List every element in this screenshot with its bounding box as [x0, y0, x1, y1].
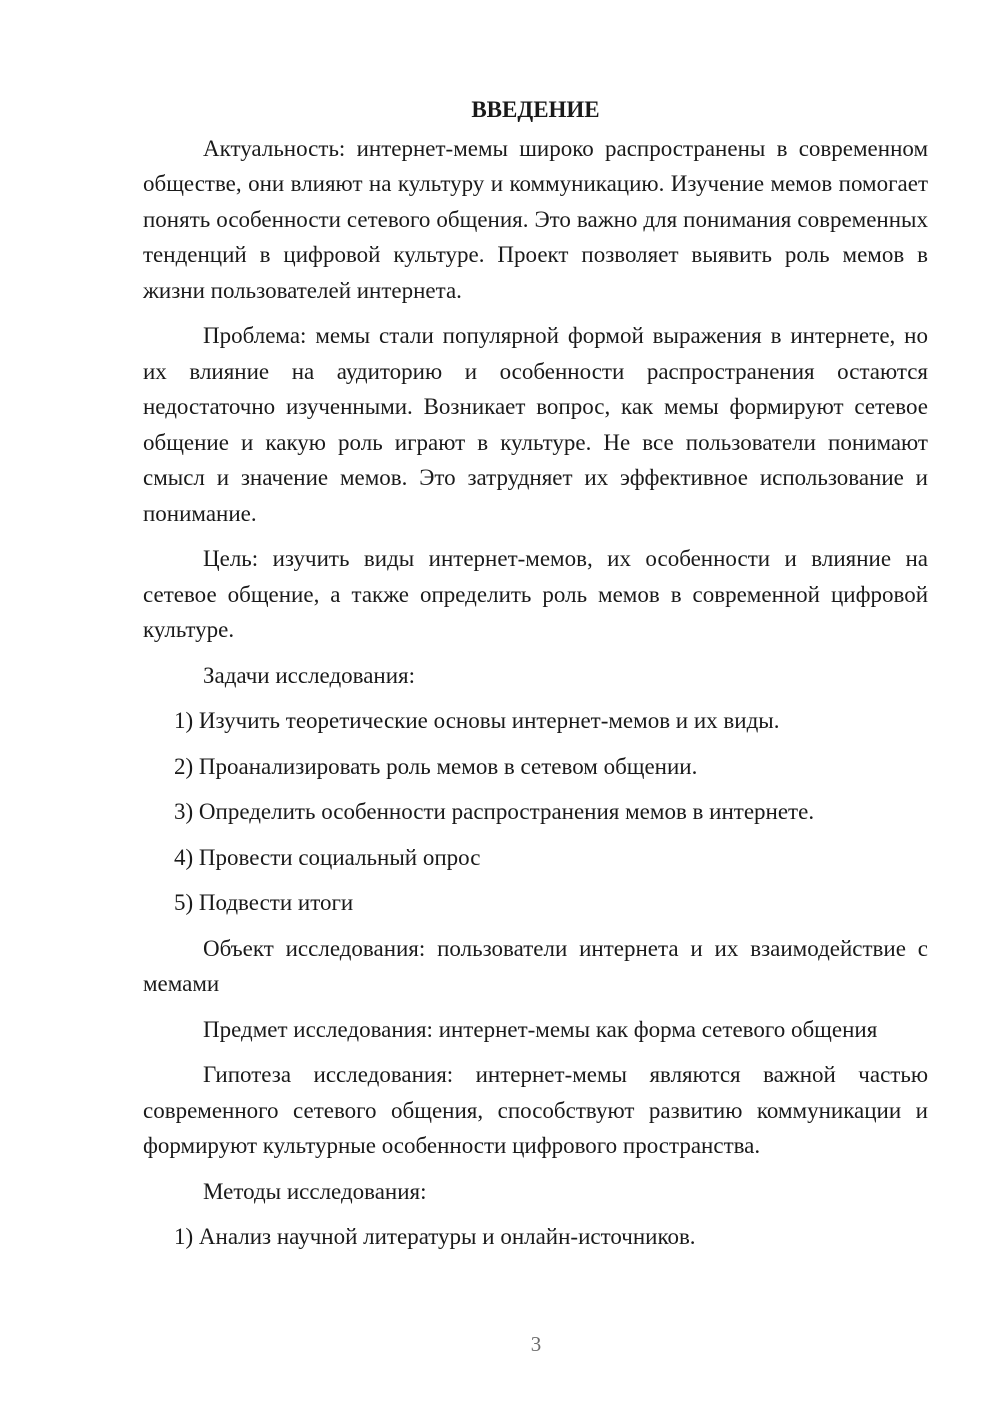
goal-paragraph: Цель: изучить виды интернет-мемов, их особенности и влияние на сетевое общение, а также определить роль мемов в современной цифровой культуре.: [143, 546, 928, 642]
methods-label: Методы исследования:: [203, 1178, 427, 1204]
list-item: 5) Подвести итоги: [174, 890, 354, 915]
problem-paragraph: Проблема: мемы стали популярной формой выражения в интернете, но их влияние на аудиторию и особенности распространения остаются недостаточно изученными. Возникает вопрос, как мемы формируют сетевое общение и какую роль играют в культуре. Не все пользователи понимают смысл и значение мемов. Это затрудняет их эффективное использование и понимание.: [143, 323, 928, 526]
relevance-paragraph: Актуальность: интернет-мемы широко распространены в современном обществе, они влияют на культуру и коммуникацию. Изучение мемов помогает понять особенности сетевого общения. Это важно для понимания современных тенденций в цифровой культуре. Проект позволяет выявить роль мемов в жизни пользователей интернета.: [143, 135, 928, 303]
page-number: 3: [530, 1332, 542, 1356]
section-title: ВВЕДЕНИЕ: [471, 97, 600, 122]
list-item: 4) Провести социальный опрос: [174, 844, 481, 870]
list-item: 3) Определить особенности распространения мемов в интернете.: [174, 799, 815, 824]
tasks-label: Задачи исследования:: [203, 662, 416, 688]
hypothesis-paragraph: Гипотеза исследования: интернет-мемы являются важной частью современного сетевого общения, способствуют развитию коммуникации и формируют культурные особенности цифрового пространства.: [143, 1062, 928, 1158]
page-content: [143, 92, 928, 1265]
list-item: 1) Изучить теоретические основы интернет-мемов и их виды.: [174, 708, 780, 733]
tasks-list: [143, 703, 928, 921]
subject-paragraph: Предмет исследования: интернет-мемы как форма сетевого общения: [203, 1016, 878, 1042]
list-item: 1) Анализ научной литературы и онлайн-источников.: [174, 1224, 696, 1249]
methods-list: [143, 1219, 928, 1255]
list-item: 2) Проанализировать роль мемов в сетевом общении.: [174, 753, 698, 779]
object-paragraph: Объект исследования: пользователи интернета и их взаимодействие с мемами: [143, 935, 928, 996]
